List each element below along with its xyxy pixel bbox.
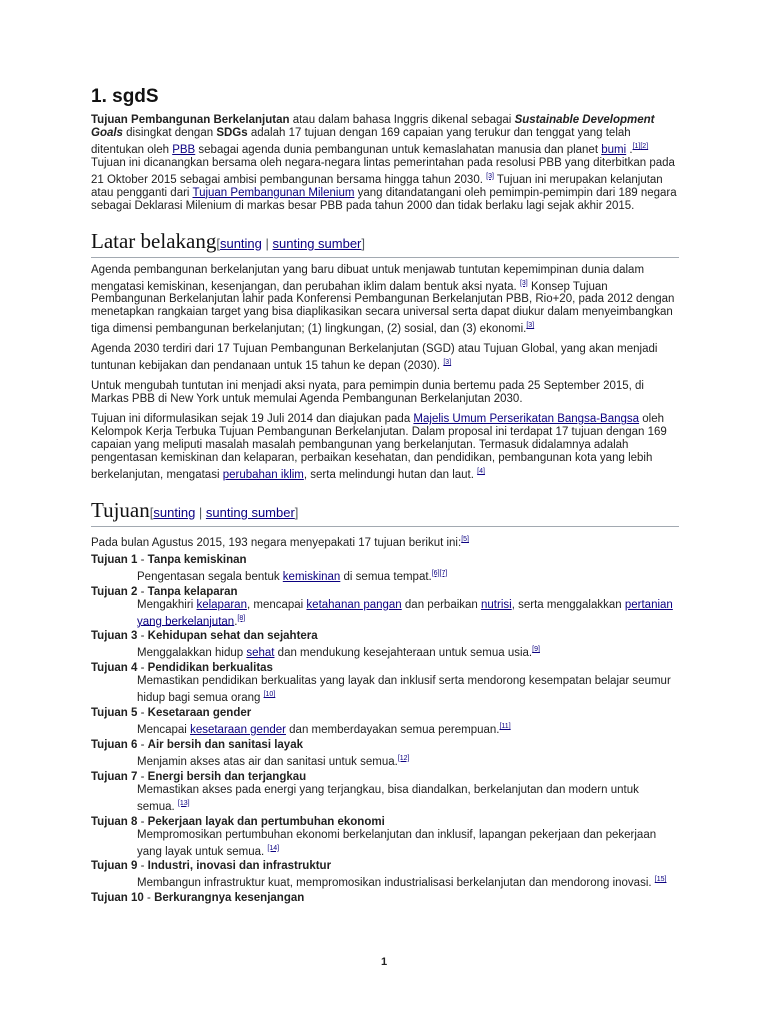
goal-description: Pengentasan segala bentuk kemiskinan di semua tempat.[6][7] — [137, 569, 448, 583]
goal-title: Tujuan 2 - Tanpa kelaparan — [91, 585, 238, 598]
ref-link[interactable]: [15] — [654, 876, 667, 884]
goal-link[interactable]: sehat — [246, 647, 275, 660]
ref-link[interactable]: [13] — [177, 799, 190, 807]
edit-link[interactable]: sunting — [219, 235, 262, 251]
ref-link[interactable]: [10] — [263, 691, 276, 699]
intro-paragraph: Tujuan Pembangunan Berkelanjutan atau dalam bahasa Inggris dikenal sebagai Sustainable Development Goals disingkat dengan SDGs adalah 17 tujuan dengan 169 capaian yang terukur dan tenggat yang telah ditentukan oleh PBB sebagai agenda dunia pembangunan untuk kemaslahatan manusia dan planet bumi .[1][2] Tujuan ini dicanangkan bersama oleh negara-negara lintas pemerintahan pada resolusi PBB yang diterbitkan pada 21 Oktober 2015 sebagai ambisi pembangunan bersama hingga tahun 2030. [3] Tujuan ini merupakan kelanjutan atau pengganti dari Tujuan Pembangunan Milenium yang ditandatangani oleh pemimpin-pemimpin dari 189 negara sebagai Deklarasi Milenium di markas besar PBB pada tahun 2000 dan tidak berlaku lagi sejak akhir 2015. — [91, 114, 677, 212]
ref-link[interactable]: [3] — [443, 359, 452, 367]
goal-title: Tujuan 4 - Pendidikan berkualitas — [91, 662, 273, 675]
goal-description: Memastikan pendidikan berkualitas yang layak dan inklusif serta mendorong kesempatan belajar seumur hidup bagi semua orang [10] — [137, 675, 671, 705]
ref-link[interactable]: [14] — [267, 844, 280, 852]
page-title: 1. sgdS — [91, 86, 159, 107]
ref-link[interactable]: [11] — [499, 723, 511, 731]
goal-title: Tujuan 1 - Tanpa kemiskinan — [91, 553, 247, 566]
paragraph: Agenda 2030 terdiri dari 17 Tujuan Pembangunan Berkelanjutan (SGD) atau Tujuan Global, yang akan menjadi tuntunan kebijakan dan pendanaan untuk 15 tahun ke depan (2030). [3] — [91, 343, 658, 373]
paragraph: Pada bulan Agustus 2015, 193 negara menyepakati 17 tujuan berikut ini:[5] — [91, 535, 469, 549]
intro-bold-term: Tujuan Pembangunan Berkelanjutan — [91, 114, 290, 126]
goal-title: Tujuan 10 - Berkurangnya kesenjangan — [91, 892, 305, 905]
goal-link[interactable]: nutrisi — [481, 598, 512, 611]
goal-description: Mengakhiri kelaparan, mencapai ketahanan pangan dan perbaikan nutrisi, serta menggalakkan pertanian yang berkelanjutan.[8] — [137, 598, 673, 628]
ref-link[interactable]: [3] — [526, 322, 535, 330]
link-bumi[interactable]: bumi — [601, 143, 627, 156]
ref-link[interactable]: [5] — [461, 535, 469, 543]
edit-source-link[interactable]: sunting sumber — [205, 504, 295, 520]
section-heading-latar-belakang: Latar belakang[sunting | sunting sumber] — [91, 229, 679, 258]
ref-link[interactable]: [9] — [532, 646, 540, 654]
goal-description: Menggalakkan hidup sehat dan mendukung kesejahteraan untuk semua usia.[9] — [137, 646, 540, 660]
goal-description: Mempromosikan pertumbuhan ekonomi berkelanjutan dan inklusif, lapangan pekerjaan dan pekerjaan yang layak untuk semua. [14] — [137, 828, 657, 858]
goal-title: Tujuan 3 - Kehidupan sehat dan sejahtera — [91, 630, 318, 643]
paragraph: Tujuan ini diformulasikan sejak 19 Juli 2014 dan diajukan pada Majelis Umum Perserikatan Bangsa-Bangsa oleh Kelompok Kerja Terbuka Tujuan Pembangunan Berkelanjutan. Dalam proposal ini terdapat 17 tujuan dengan 169 capaian yang meliputi masalah masalah pembangunan yang berkelanjutan. Termasuk didalamnya adalah pengentasan kemiskinan dan kelaparan, perbaikan kesehatan, dan pendidikan, pembangunan kota yang lebih berkelanjutan, mengatasi perubahan iklim, serta melindungi hutan dan laut. [4] — [91, 413, 667, 481]
intro-italic-term: Sustainable Development Goals — [91, 114, 655, 139]
link-mdg[interactable]: Tujuan Pembangunan Milenium — [192, 186, 355, 199]
ref-3[interactable]: [3] — [486, 172, 494, 180]
paragraph: Agenda pembangunan berkelanjutan yang baru dibuat untuk menjawab tuntutan kepemimpinan dunia dalam mengatasi kemiskinan, kesenjangan, dan perubahan iklim dalam bentuk aksi nyata. [3] Konsep Tujuan Pembangunan Berkelanjutan lahir pada Konferensi Pembangunan Berkelanjutan PBB, Rio+20, pada 2012 dengan menetapkan rangkaian target yang bisa diaplikasikan secara universal serta dapat diukur dalam menyeimbangkan tiga dimensi pembangunan berkelanjutan; (1) lingkungan, (2) sosial, dan (3) ekonomi.[3] — [91, 263, 675, 336]
link-perubahan-iklim[interactable]: perubahan iklim — [222, 468, 304, 481]
ref-2[interactable]: [2] — [640, 143, 649, 150]
page-number: 1 — [380, 956, 388, 968]
edit-links: [sunting | sunting sumber] — [216, 235, 366, 251]
goal-link[interactable]: kelaparan — [196, 598, 247, 611]
ref-link[interactable]: [12] — [397, 754, 410, 762]
link-pbb[interactable]: PBB — [172, 143, 196, 156]
ref-link[interactable]: [4] — [477, 468, 485, 476]
goal-title: Tujuan 8 - Pekerjaan layak dan pertumbuhan ekonomi — [91, 815, 385, 828]
document-page — [91, 86, 679, 905]
edit-links: [sunting | sunting sumber] — [149, 504, 299, 520]
goal-description: Memastikan akses pada energi yang terjangkau, bisa diandalkan, berkelanjutan dan modern untuk semua. [13] — [137, 783, 639, 813]
goal-description: Menjamin akses atas air dan sanitasi untuk semua.[12] — [137, 754, 410, 768]
goal-title: Tujuan 5 - Kesetaraan gender — [91, 707, 252, 720]
goal-link[interactable]: kesetaraan gender — [190, 723, 286, 736]
goal-title: Tujuan 9 - Industri, inovasi dan infrastruktur — [91, 860, 332, 873]
section-heading-tujuan: Tujuan[sunting | sunting sumber] — [91, 498, 679, 527]
goal-title: Tujuan 6 - Air bersih dan sanitasi layak — [91, 738, 303, 751]
ref-1[interactable]: [1] — [632, 143, 641, 150]
ref-link[interactable]: [3] — [519, 279, 528, 287]
edit-source-link[interactable]: sunting sumber — [272, 235, 362, 251]
goal-link[interactable]: kemiskinan — [282, 570, 341, 583]
goal-title: Tujuan 7 - Energi bersih dan terjangkau — [91, 770, 307, 783]
goal-link[interactable]: ketahanan pangan — [306, 598, 402, 611]
edit-link[interactable]: sunting — [153, 504, 196, 520]
intro-sdgs-term: SDGs — [216, 127, 248, 139]
link-majelis-umum[interactable]: Majelis Umum Perserikatan Bangsa-Bangsa — [413, 413, 640, 426]
ref-link[interactable]: [8] — [237, 614, 246, 622]
ref-link[interactable]: [6][7] — [431, 569, 448, 577]
goal-description: Mencapai kesetaraan gender dan memberdayakan semua perempuan.[11] — [137, 723, 511, 736]
paragraph: Untuk mengubah tuntutan ini menjadi aksi nyata, para pemimpin dunia bertemu pada 25 September 2015, di Markas PBB di New York untuk memulai Agenda Pembangunan Berkelanjutan 2030. — [91, 380, 644, 406]
goals-list — [91, 554, 679, 905]
goal-description: Membangun infrastruktur kuat, mempromosikan industrialisasi berkelanjutan dan mendorong inovasi. [15] — [137, 876, 667, 890]
goal-link[interactable]: pertanian yang berkelanjutan — [137, 598, 673, 628]
